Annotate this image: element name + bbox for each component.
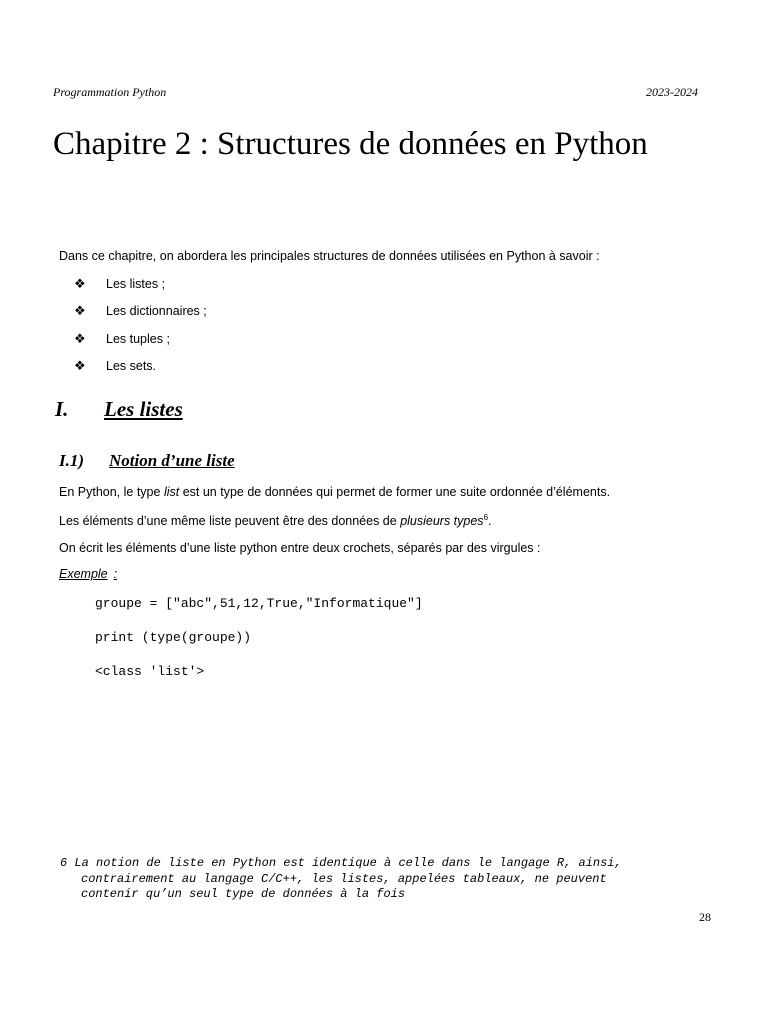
list-item: [74, 331, 207, 358]
footnote: [60, 856, 720, 903]
list-item-label: Les listes ;: [106, 277, 166, 291]
code-line: print (type(groupe)): [95, 630, 252, 645]
example-label-text: Exemple: [59, 567, 108, 581]
footnote-line: contenir qu’un seul type de données à la fois: [81, 887, 406, 901]
page-number: 28: [699, 910, 711, 924]
list-item-label: Les tuples ;: [106, 331, 170, 346]
emphasis-plusieurs-types: plusieurs types: [400, 514, 484, 529]
section-title: Les listes: [104, 397, 183, 421]
list-item-label: Les dictionnaires ;: [106, 304, 207, 319]
list-item: [74, 358, 207, 385]
text-span: En Python, le type: [59, 485, 164, 499]
code-output-line: <class 'list'>: [95, 664, 205, 679]
paragraph-element-types: [59, 513, 492, 528]
diamond-bullet-icon: ❖: [74, 357, 86, 373]
subsection-heading: [59, 451, 235, 471]
emphasis-list: list: [163, 485, 180, 499]
header-course-title: Programmation Python: [53, 85, 167, 99]
list-item: [74, 276, 207, 303]
list-item-label: Les sets.: [106, 358, 157, 373]
footnote-line: 6 La notion de liste en Python est identique à celle dans le langage R, ainsi,: [60, 856, 622, 870]
diamond-bullet-icon: ❖: [74, 330, 86, 346]
footnote-reference[interactable]: 6: [483, 513, 489, 522]
section-heading: [55, 397, 183, 422]
code-line: groupe = ["abc",51,12,True,"Informatique"]: [95, 596, 423, 611]
list-item: [74, 303, 207, 330]
paragraph-list-type: [59, 485, 610, 499]
example-label: [59, 567, 117, 581]
header-year: 2023-2024: [646, 85, 698, 99]
subsection-number: I.1): [59, 451, 85, 470]
text-span: .: [488, 514, 492, 529]
chapter-title: Chapitre 2 : Structures de données en Python: [53, 126, 648, 162]
diamond-bullet-icon: ❖: [74, 303, 86, 319]
section-number: I.: [55, 397, 69, 421]
subsection-title: Notion d’une liste: [109, 451, 235, 470]
footnote-line: contrairement au langage C/C++, les listes, appelées tableaux, ne peuvent: [81, 871, 607, 886]
example-colon: :: [113, 567, 118, 581]
text-span: Les éléments d’une même liste peuvent être des données de: [59, 514, 401, 529]
structures-list: [74, 276, 207, 385]
text-span: est un type de données qui permet de former une suite ordonnée d’éléments.: [179, 485, 611, 499]
paragraph-syntax: On écrit les éléments d’une liste python entre deux crochets, séparés par des virgules :: [59, 541, 541, 555]
intro-paragraph: Dans ce chapitre, on abordera les principales structures de données utilisées en Python à savoir :: [59, 249, 600, 263]
diamond-bullet-icon: ❖: [74, 276, 86, 291]
